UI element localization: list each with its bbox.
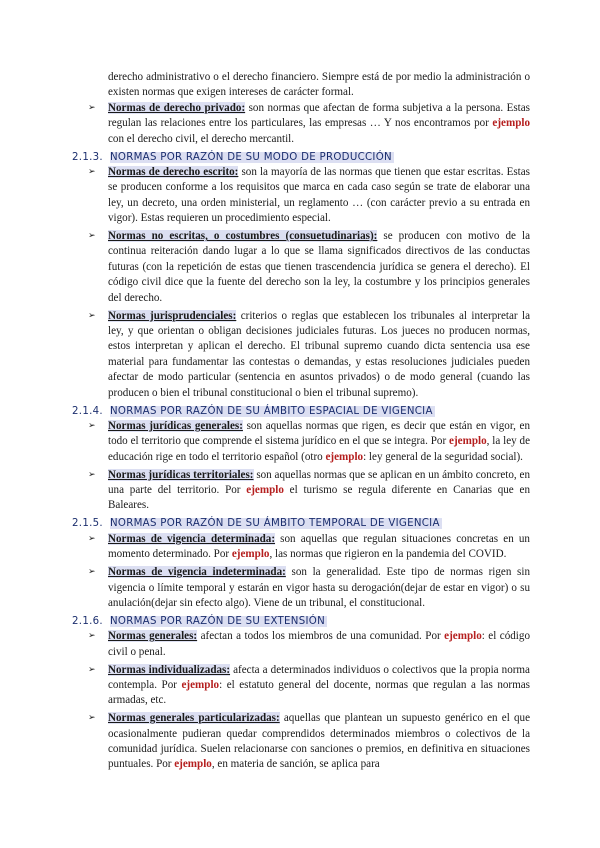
example-highlight: ejemplo bbox=[449, 435, 487, 448]
arrow-bullet-icon: ➢ bbox=[88, 420, 96, 431]
arrow-bullet-icon: ➢ bbox=[88, 102, 96, 113]
section-number: 2.1.3. bbox=[72, 151, 103, 163]
list-item-generales-particularizadas: ➢ Normas generales particularizadas: aquellas que plantean un supuesto genérico en el que ocasionalmente pudieran quedar comprendidos determinados miembros o colectivos de la comunidad jurídica. Suelen relacionarse con sanciones o premios, en definitiva en situaciones puntuales. Por ejemplo, en materia de sanción, se aplica para bbox=[88, 712, 530, 771]
arrow-bullet-icon: ➢ bbox=[88, 469, 96, 480]
example-highlight: ejemplo bbox=[444, 630, 482, 643]
section-heading-2-1-6 bbox=[72, 614, 530, 629]
term-label: Normas de derecho escrito: bbox=[108, 165, 239, 178]
arrow-bullet-icon: ➢ bbox=[88, 310, 96, 321]
section-heading-2-1-4 bbox=[72, 404, 530, 419]
section-heading-2-1-3 bbox=[72, 150, 530, 165]
example-highlight: ejemplo bbox=[174, 758, 212, 771]
section-number: 2.1.5. bbox=[72, 518, 103, 530]
section-title: NORMAS POR RAZÓN DE SU ÁMBITO ESPACIAL DE VIGENCIA bbox=[109, 405, 433, 417]
term-label: Normas jurídicas generales: bbox=[108, 419, 243, 432]
example-highlight: ejemplo bbox=[231, 548, 270, 561]
arrow-bullet-icon: ➢ bbox=[88, 533, 96, 544]
list-item-derecho-escrito: ➢ Normas de derecho escrito: son la mayoría de las normas que tienen que estar escritas. Estas se producen conforme a los requisitos que marca en cada caso según se trate de elaborar una ley, un decreto, una orden ministerial, un reglamento … (con carácter previo a su entrada en vigor). Estas requieren un procedimiento especial. bbox=[88, 165, 530, 225]
list-item-vigencia-determinada: ➢ Normas de vigencia determinada: son aquellas que regulan situaciones concretas en un momento determinado. Por ejemplo, las normas que rigieron en la pandemia del COVID. bbox=[88, 532, 530, 561]
term-label: Normas de derecho privado: bbox=[108, 101, 246, 114]
term-label: Normas individualizadas: bbox=[108, 663, 231, 676]
list-item-derecho-privado: ➢ Normas de derecho privado: son normas que afectan de forma subjetiva a la persona. Estas regulan las relaciones entre los particulares, las empresas … Y nos encontramos por ejemplo con el derecho civil, el derecho mercantil. bbox=[88, 101, 530, 145]
term-label: Normas jurisprudenciales: bbox=[108, 309, 237, 322]
example-highlight: ejemplo bbox=[325, 450, 364, 463]
arrow-bullet-icon: ➢ bbox=[88, 166, 96, 177]
section-title: NORMAS POR RAZÓN DE SU ÁMBITO TEMPORAL DE VIGENCIA bbox=[109, 518, 440, 530]
intro-paragraph: derecho administrativo o el derecho financiero. Siempre está de por medio la administración o existen normas que exigen intereses de carácter formal. bbox=[108, 71, 530, 99]
term-label: Normas de vigencia indeterminada: bbox=[108, 566, 286, 579]
arrow-bullet-icon: ➢ bbox=[88, 664, 96, 675]
term-label: Normas no escritas, o costumbres (consuetudinarias): bbox=[108, 230, 378, 243]
list-item-individualizadas: ➢ Normas individualizadas: afecta a determinados individuos o colectivos que la propia norma contempla. Por ejemplo: el estatuto general del docente, normas que regulan a las normas armadas, etc. bbox=[88, 663, 530, 707]
list-item-normas-generales: ➢ Normas generales: afectan a todos los miembros de una comunidad. Por ejemplo: el código civil o penal. bbox=[88, 630, 530, 658]
example-highlight: ejemplo bbox=[246, 484, 284, 497]
arrow-bullet-icon: ➢ bbox=[88, 567, 96, 578]
section-number: 2.1.4. bbox=[72, 405, 103, 417]
example-highlight: ejemplo bbox=[492, 117, 530, 130]
term-label: Normas generales particularizadas: bbox=[108, 712, 280, 725]
arrow-bullet-icon: ➢ bbox=[88, 231, 96, 242]
list-item-vigencia-indeterminada: ➢ Normas de vigencia indeterminada: son la generalidad. Este tipo de normas rigen sin vigencia o límite temporal y estarán en vigor hasta su derogación(dejar de estar en vigor) o su anulación(dejar sin efecto algo). Viene de un tribunal, el constitucional. bbox=[88, 566, 530, 609]
term-label: Normas de vigencia determinada: bbox=[108, 532, 276, 545]
arrow-bullet-icon: ➢ bbox=[88, 713, 96, 724]
section-number: 2.1.6. bbox=[72, 615, 103, 627]
list-item-normas-no-escritas: ➢ Normas no escritas, o costumbres (consuetudinarias): se producen con motivo de la continua reiteración dando lugar a lo que se llama significados directivos de las conductas futuras (con la repetición de estas que tienen trascendencia jurídica se genera el derecho). El código civil dice que la fuente del derecho son la ley, la costumbre y los principios generales del derecho. bbox=[88, 230, 530, 304]
list-item-jurisprudenciales: ➢ Normas jurisprudenciales: criterios o reglas que establecen los tribunales al interpretar la ley, y que orientan o obligan decisiones judiciales futuras. Los jueces no producen normas, estos interpretan y aplican el derecho. El tribunal supremo cuando dicta sentencia usa ese material para fundamentar las contestas o demandas, y estas resoluciones judiciales pueden afectar de modo particular (sentencia en asuntos privados) o de modo general (cuando las producen o bien el tribunal constitucional o bien el tribunal supremo). bbox=[88, 309, 530, 399]
list-item-juridicas-generales: ➢ Normas jurídicas generales: son aquellas normas que rigen, es decir que están en vigor, en todo el territorio que comprende el sistema jurídico en el que se integra. Por ejemplo, la ley de educación rige en todo el territorio español (otro ejemplo: ley general de la seguridad social). bbox=[88, 419, 531, 463]
section-title: NORMAS POR RAZÓN DE SU MODO DE PRODUCCIÓN bbox=[109, 151, 392, 163]
section-heading-2-1-5 bbox=[72, 516, 530, 531]
list-item-juridicas-territoriales: ➢ Normas jurídicas territoriales: son aquellas normas que se aplican en un ámbito concreto, en una parte del territorio. Por ejemplo el turismo se regula diferente en Canarias que en Baleares. bbox=[88, 468, 530, 512]
example-highlight: ejemplo bbox=[181, 678, 220, 691]
section-title: NORMAS POR RAZÓN DE SU EXTENSIÓN bbox=[109, 615, 326, 627]
term-label: Normas generales: bbox=[108, 630, 198, 643]
term-label: Normas jurídicas territoriales: bbox=[108, 468, 254, 481]
arrow-bullet-icon: ➢ bbox=[88, 631, 96, 642]
